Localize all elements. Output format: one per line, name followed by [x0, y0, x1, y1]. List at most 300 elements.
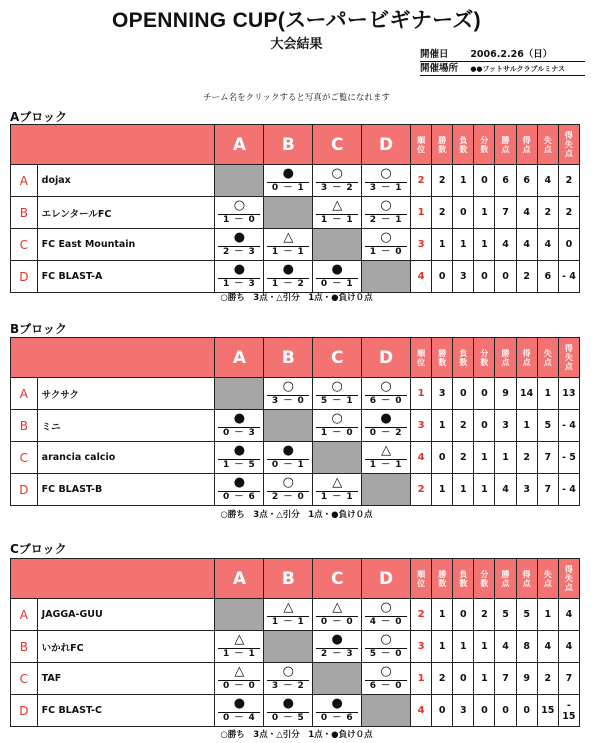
match-result: [215, 663, 264, 695]
header-stat: [453, 338, 474, 378]
match-result: [313, 197, 362, 229]
self-match-cell: [264, 631, 313, 663]
stat-value: 1: [432, 410, 453, 442]
stat-value: 5: [516, 599, 537, 631]
rank-value: 1: [411, 197, 432, 229]
match-score: 1 － 3: [218, 278, 260, 290]
row-label: D: [11, 474, 38, 506]
match-result: [264, 695, 313, 727]
team-name-link[interactable]: arancia calcio: [37, 442, 215, 474]
stat-value: 0: [432, 261, 453, 293]
row-label: D: [11, 695, 38, 727]
result-mark-icon: △: [332, 475, 343, 490]
team-name-link[interactable]: JAGGA-GUU: [37, 599, 215, 631]
stat-value: 1: [432, 599, 453, 631]
stat-value: 7: [537, 442, 558, 474]
match-score: 3 － 0: [267, 395, 309, 407]
date-row: [420, 48, 585, 62]
stat-value: 1: [432, 474, 453, 506]
rank-value: 4: [411, 442, 432, 474]
match-result: [215, 229, 264, 261]
stat-value: 2: [432, 197, 453, 229]
self-match-cell: [264, 197, 313, 229]
match-score: 0 － 3: [218, 427, 260, 439]
match-score: 0 － 1: [267, 459, 309, 471]
stat-value: 1: [474, 631, 495, 663]
header-stat: [432, 559, 453, 599]
result-mark-icon: ○: [380, 632, 392, 647]
match-result: [313, 631, 362, 663]
result-mark-icon: ●: [282, 262, 294, 277]
stat-value: 0: [516, 695, 537, 727]
table-row: [11, 229, 580, 261]
stat-value: 3: [453, 695, 474, 727]
match-score: 2 － 3: [218, 246, 260, 258]
header-stat: [558, 338, 579, 378]
match-score: 0 － 6: [218, 491, 260, 503]
stat-value: 2: [453, 442, 474, 474]
row-label: B: [11, 631, 38, 663]
block-title: Aブロック: [10, 110, 68, 124]
stat-value: 1: [495, 442, 516, 474]
self-match-cell: [215, 165, 264, 197]
self-match-cell: [215, 599, 264, 631]
stat-value: 0: [453, 663, 474, 695]
row-label: C: [11, 442, 38, 474]
match-result: [215, 695, 264, 727]
stat-value: 4: [495, 474, 516, 506]
header-stat-label: 順 位: [417, 135, 426, 154]
match-result: [264, 229, 313, 261]
row-label: A: [11, 599, 38, 631]
stat-value: 3: [453, 261, 474, 293]
header-stat: [432, 338, 453, 378]
result-mark-icon: ○: [233, 198, 246, 213]
match-score: 3 － 2: [267, 680, 309, 692]
match-result: [264, 378, 313, 410]
team-name-link[interactable]: サクサク: [37, 378, 215, 410]
row-label: D: [11, 261, 38, 293]
self-match-cell: [362, 474, 411, 506]
stat-value: 4: [537, 229, 558, 261]
rank-value: 3: [411, 229, 432, 261]
match-result: [264, 261, 313, 293]
team-name-link[interactable]: FC BLAST-C: [37, 695, 215, 727]
rank-value: 4: [411, 695, 432, 727]
match-score: 1 － 1: [267, 246, 309, 258]
header-blank: [11, 338, 215, 378]
match-score: 0 － 6: [316, 712, 358, 724]
header-stat: [495, 559, 516, 599]
page-title: OPENNING CUP(スーパービギナーズ): [112, 9, 481, 32]
result-mark-icon: ○: [282, 475, 294, 490]
stat-value: 0: [558, 229, 579, 261]
stat-value: 2: [474, 599, 495, 631]
stat-value: 3: [516, 474, 537, 506]
header-opponent-b: B: [264, 125, 313, 165]
table-header-row: [11, 338, 580, 378]
stat-value: 2: [432, 165, 453, 197]
page-subtitle: 大会結果: [270, 37, 323, 52]
stat-value: 7: [558, 663, 579, 695]
rank-value: 4: [411, 261, 432, 293]
team-name-link[interactable]: いかれFC: [37, 631, 215, 663]
stat-value: 9: [495, 378, 516, 410]
row-label: C: [11, 229, 38, 261]
header-stat: [516, 125, 537, 165]
match-score: 6 － 0: [365, 395, 407, 407]
result-mark-icon: ●: [331, 696, 343, 711]
header-stat-label: 得 点: [522, 135, 531, 154]
result-mark-icon: △: [332, 198, 343, 213]
stat-value: 7: [537, 474, 558, 506]
header-opponent-c: C: [313, 559, 362, 599]
stat-value: 1: [453, 631, 474, 663]
match-score: 5 － 0: [365, 648, 407, 660]
stat-value: 1: [432, 631, 453, 663]
stat-value: 2: [516, 442, 537, 474]
result-mark-icon: ○: [380, 379, 392, 394]
result-mark-icon: △: [381, 443, 392, 458]
row-label: A: [11, 378, 38, 410]
match-result: [362, 165, 411, 197]
stat-value: 2: [558, 165, 579, 197]
match-score: 1 － 1: [316, 214, 358, 226]
event-info: [420, 48, 585, 76]
header-stat: [453, 559, 474, 599]
header-stat-label: 勝 点: [501, 348, 510, 367]
row-label: C: [11, 663, 38, 695]
stat-value: 5: [537, 410, 558, 442]
match-score: 0 － 2: [365, 427, 407, 439]
team-name-link[interactable]: ミニ: [37, 410, 215, 442]
result-mark-icon: ○: [380, 664, 392, 679]
table-row: [11, 474, 580, 506]
match-result: [215, 197, 264, 229]
match-score: 2 － 0: [267, 491, 309, 503]
header-stat-label: 分 数: [480, 348, 489, 367]
result-mark-icon: △: [283, 600, 294, 615]
header-opponent-d: D: [362, 338, 411, 378]
match-result: [362, 410, 411, 442]
standings-table: [10, 558, 580, 727]
header-stat: [474, 338, 495, 378]
header-opponent-b: B: [264, 338, 313, 378]
team-name-link[interactable]: dojax: [37, 165, 215, 197]
stat-value: 7: [495, 663, 516, 695]
match-result: [313, 261, 362, 293]
header-opponent-c: C: [313, 125, 362, 165]
match-score: 1 － 1: [316, 491, 358, 503]
self-match-cell: [313, 663, 362, 695]
header-stat: [516, 338, 537, 378]
table-header-row: [11, 559, 580, 599]
header-opponent-d: D: [362, 559, 411, 599]
match-result: [264, 599, 313, 631]
stat-value: - 5: [558, 442, 579, 474]
stat-value: 4: [558, 599, 579, 631]
rank-value: 2: [411, 474, 432, 506]
header-opponent-a: A: [215, 559, 264, 599]
match-score: 0 － 0: [218, 680, 260, 692]
result-mark-icon: ○: [331, 166, 343, 181]
match-result: [313, 378, 362, 410]
match-score: 1 － 1: [267, 616, 309, 628]
result-mark-icon: △: [234, 664, 245, 679]
table-header-row: [11, 125, 580, 165]
header-stat: [411, 559, 432, 599]
stat-value: 4: [537, 165, 558, 197]
stat-value: 6: [516, 165, 537, 197]
header-opponent-b: B: [264, 559, 313, 599]
table-row: [11, 410, 580, 442]
stat-value: 6: [537, 261, 558, 293]
stat-value: 0: [474, 165, 495, 197]
stat-value: - 4: [558, 474, 579, 506]
match-score: 0 － 1: [267, 182, 309, 194]
stat-value: 1: [537, 378, 558, 410]
date-label: 開催日: [420, 49, 449, 60]
match-result: [362, 229, 411, 261]
team-name-link[interactable]: FC BLAST-A: [37, 261, 215, 293]
header-stat: [411, 338, 432, 378]
block-title: Cブロック: [10, 542, 67, 556]
team-name-link[interactable]: エレンタールFC: [37, 197, 215, 229]
match-score: 5 － 1: [316, 395, 358, 407]
result-mark-icon: ●: [331, 262, 343, 277]
match-score: 2 － 1: [365, 214, 407, 226]
table-row: [11, 663, 580, 695]
table-row: [11, 165, 580, 197]
stat-value: 0: [474, 378, 495, 410]
team-name-link[interactable]: FC BLAST-B: [37, 474, 215, 506]
result-mark-icon: ○: [380, 230, 392, 245]
results-legend: ○勝ち 3点・△引分 1点・●負け０点: [220, 510, 373, 520]
stat-value: 1: [453, 229, 474, 261]
result-mark-icon: ○: [380, 600, 392, 615]
header-stat: [558, 559, 579, 599]
header-stat: [537, 338, 558, 378]
rank-value: 3: [411, 631, 432, 663]
stat-value: 1: [453, 474, 474, 506]
result-mark-icon: △: [332, 600, 343, 615]
match-result: [264, 474, 313, 506]
stat-value: 2: [516, 261, 537, 293]
stat-value: 2: [537, 663, 558, 695]
rank-value: 1: [411, 378, 432, 410]
match-result: [362, 197, 411, 229]
results-legend: ○勝ち 3点・△引分 1点・●負け０点: [220, 730, 373, 740]
match-score: 0 － 1: [316, 278, 358, 290]
stat-value: 0: [474, 410, 495, 442]
result-mark-icon: ●: [233, 411, 246, 426]
header-stat-label: 順 位: [417, 569, 426, 588]
row-label: A: [11, 165, 38, 197]
standings-table: [10, 124, 580, 293]
stat-value: 0: [453, 378, 474, 410]
stat-value: 0: [453, 599, 474, 631]
header-stat: [558, 125, 579, 165]
stat-value: 1: [474, 197, 495, 229]
header-stat: [474, 125, 495, 165]
self-match-cell: [362, 695, 411, 727]
result-mark-icon: △: [234, 632, 245, 647]
stat-value: 7: [495, 197, 516, 229]
header-stat-label: 得 失 点: [564, 565, 573, 592]
stat-value: 5: [495, 599, 516, 631]
match-result: [313, 474, 362, 506]
stat-value: 4: [516, 229, 537, 261]
match-score: 3 － 2: [316, 182, 358, 194]
table-row: [11, 599, 580, 631]
match-score: 1 － 0: [218, 214, 260, 226]
date-value: 2006.2.26（日）: [470, 49, 553, 60]
table-row: [11, 695, 580, 727]
match-result: [264, 165, 313, 197]
stat-value: 1: [474, 442, 495, 474]
header-stat: [495, 338, 516, 378]
self-match-cell: [313, 229, 362, 261]
header-opponent-c: C: [313, 338, 362, 378]
match-result: [215, 631, 264, 663]
stat-value: 15: [537, 695, 558, 727]
stat-value: 8: [516, 631, 537, 663]
result-mark-icon: ○: [282, 664, 294, 679]
self-match-cell: [264, 410, 313, 442]
match-result: [362, 631, 411, 663]
match-score: 1 － 0: [316, 427, 358, 439]
result-mark-icon: ○: [331, 379, 343, 394]
rank-value: 1: [411, 663, 432, 695]
table-row: [11, 378, 580, 410]
header-opponent-a: A: [215, 338, 264, 378]
standings-table: [10, 337, 580, 506]
header-blank: [11, 125, 215, 165]
header-stat: [474, 559, 495, 599]
stat-value: 4: [516, 197, 537, 229]
stat-value: - 15: [558, 695, 579, 727]
stat-value: 0: [432, 695, 453, 727]
header-stat-label: 得 失 点: [564, 344, 573, 371]
stat-value: 1: [474, 474, 495, 506]
stat-value: 2: [537, 197, 558, 229]
team-name-link[interactable]: TAF: [37, 663, 215, 695]
result-mark-icon: ●: [233, 262, 246, 277]
stat-value: - 4: [558, 261, 579, 293]
row-label: B: [11, 197, 38, 229]
result-mark-icon: ●: [282, 166, 294, 181]
rank-value: 2: [411, 599, 432, 631]
stat-value: 4: [495, 229, 516, 261]
result-mark-icon: ○: [331, 411, 343, 426]
result-mark-icon: ●: [380, 411, 392, 426]
header-stat-label: 順 位: [417, 348, 426, 367]
header-stat-label: 得 点: [522, 348, 531, 367]
header-opponent-d: D: [362, 125, 411, 165]
match-score: 1 － 2: [267, 278, 309, 290]
match-result: [313, 410, 362, 442]
stat-value: 2: [558, 197, 579, 229]
header-opponent-a: A: [215, 125, 264, 165]
header-blank: [11, 559, 215, 599]
match-score: 6 － 0: [365, 680, 407, 692]
match-score: 1 － 0: [365, 246, 407, 258]
header-stat: [453, 125, 474, 165]
match-result: [264, 663, 313, 695]
result-mark-icon: ●: [233, 443, 246, 458]
venue-row: [420, 62, 585, 76]
header-stat-label: 勝 数: [438, 569, 447, 588]
match-score: 2 － 3: [316, 648, 358, 660]
stat-value: 0: [495, 261, 516, 293]
match-result: [362, 663, 411, 695]
header-stat-label: 負 数: [459, 569, 468, 588]
match-result: [313, 695, 362, 727]
table-row: [11, 442, 580, 474]
match-score: 0 － 0: [316, 616, 358, 628]
match-result: [313, 165, 362, 197]
header-stat-label: 負 数: [459, 348, 468, 367]
header-stat-label: 勝 点: [501, 569, 510, 588]
stat-value: 0: [474, 695, 495, 727]
self-match-cell: [362, 261, 411, 293]
match-score: 1 － 1: [218, 648, 260, 660]
table-row: [11, 261, 580, 293]
stat-value: 4: [495, 631, 516, 663]
match-score: 0 － 5: [267, 712, 309, 724]
stat-value: 9: [516, 663, 537, 695]
header-stat: [537, 559, 558, 599]
match-result: [264, 442, 313, 474]
header-stat: [495, 125, 516, 165]
match-result: [215, 410, 264, 442]
stat-value: 1: [537, 599, 558, 631]
result-mark-icon: ○: [282, 379, 294, 394]
table-row: [11, 631, 580, 663]
stat-value: 14: [516, 378, 537, 410]
result-mark-icon: ●: [282, 696, 294, 711]
header-stat-label: 勝 点: [501, 135, 510, 154]
match-score: 3 － 1: [365, 182, 407, 194]
match-score: 1 － 5: [218, 459, 260, 471]
venue-value: ●●フットサルクラブルミナス: [470, 65, 565, 73]
block-title: Bブロック: [10, 322, 67, 336]
stat-value: 6: [495, 165, 516, 197]
stat-value: 0: [453, 197, 474, 229]
team-name-link[interactable]: FC East Mountain: [37, 229, 215, 261]
self-match-cell: [215, 378, 264, 410]
match-score: 4 － 0: [365, 616, 407, 628]
stat-value: 4: [558, 631, 579, 663]
header-stat: [411, 125, 432, 165]
match-result: [362, 442, 411, 474]
stat-value: 3: [432, 378, 453, 410]
result-mark-icon: ○: [380, 166, 392, 181]
header-stat-label: 失 点: [543, 348, 552, 367]
match-result: [215, 442, 264, 474]
result-mark-icon: △: [283, 230, 294, 245]
stat-value: 2: [453, 410, 474, 442]
stat-value: 1: [474, 229, 495, 261]
header-stat: [432, 125, 453, 165]
row-label: B: [11, 410, 38, 442]
venue-label: 開催場所: [420, 63, 459, 74]
stat-value: 3: [495, 410, 516, 442]
result-mark-icon: ●: [282, 443, 294, 458]
stat-value: 0: [474, 261, 495, 293]
header-stat-label: 分 数: [480, 135, 489, 154]
stat-value: 4: [537, 631, 558, 663]
